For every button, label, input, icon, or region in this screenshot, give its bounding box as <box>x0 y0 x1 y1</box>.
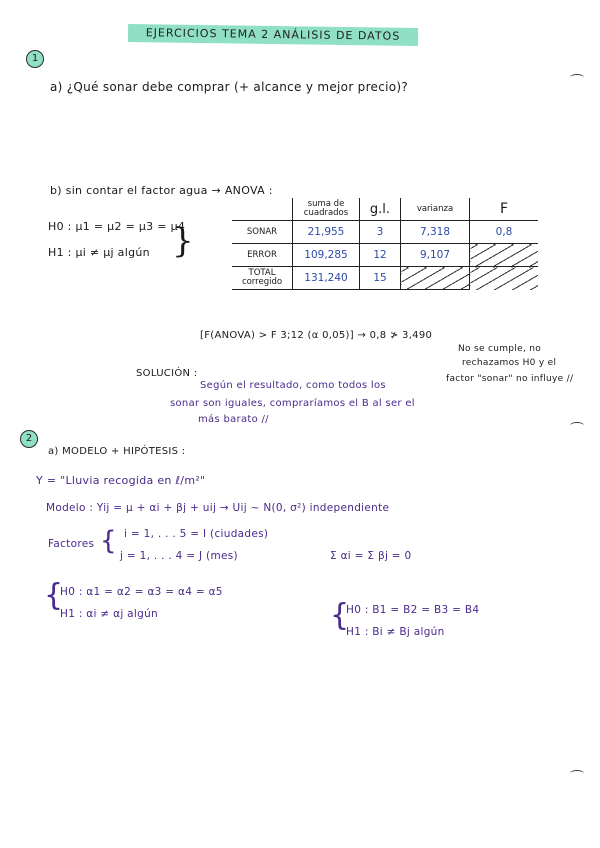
header-sum-squares: suma de cuadrados <box>293 198 360 221</box>
exercise-2-number: 2 <box>20 430 38 448</box>
ex1-f-note-3: factor "sonar" no influye // <box>446 374 574 384</box>
header-gl: g.l. <box>360 198 401 221</box>
ex2-h1-beta: H1 : Bi ≠ Bj algún <box>346 626 445 638</box>
ex1-part-a: a) ¿Qué sonar debe comprar (+ alcance y mejor precio)? <box>50 80 409 94</box>
table-cell: 7,318 <box>401 221 470 244</box>
table-cell: 131,240 <box>293 267 360 290</box>
table-header-row <box>232 198 538 221</box>
ex1-brace: } <box>172 221 194 261</box>
table-cell: 12 <box>360 244 401 267</box>
ex1-f-note-1: No se cumple, no <box>458 344 542 354</box>
ex2-hyp-b-brace: { <box>330 598 350 633</box>
ex2-variable-def: Y = "Lluvia recogida en ℓ/m²" <box>36 474 206 487</box>
table-corner <box>232 198 293 221</box>
ex2-h0-alpha: H0 : α1 = α2 = α3 = α4 = α5 <box>60 586 223 598</box>
table-cell: 21,955 <box>293 221 360 244</box>
ex1-solution-label: SOLUCIÓN : <box>136 368 198 379</box>
ex2-h0-beta: H0 : B1 = B2 = B3 = B4 <box>346 604 480 616</box>
ex2-part-a: a) MODELO + HIPÓTESIS : <box>48 446 186 457</box>
page-edge-mark <box>570 74 584 81</box>
ex2-factor-j: j = 1, . . . 4 = J (mes) <box>120 550 238 562</box>
table-cell-hatched <box>401 267 470 290</box>
table-cell-hatched <box>470 244 539 267</box>
anova-table <box>232 198 538 290</box>
row-label: ERROR <box>232 244 293 267</box>
ex1-solution-line-2: sonar son iguales, compraríamos el B al ser el <box>170 398 415 409</box>
table-cell: 9,107 <box>401 244 470 267</box>
row-label: SONAR <box>232 221 293 244</box>
ex2-hyp-a-brace: { <box>44 578 64 613</box>
table-row <box>232 267 538 290</box>
table-cell: 15 <box>360 267 401 290</box>
table-row <box>232 221 538 244</box>
ex2-h1-alpha: H1 : αi ≠ αj algún <box>60 608 159 620</box>
ex1-solution-line-1: Según el resultado, como todos los <box>200 380 386 391</box>
table-cell: 0,8 <box>470 221 539 244</box>
table-cell: 109,285 <box>293 244 360 267</box>
exercise-1-number: 1 <box>26 50 44 68</box>
ex2-factors-brace: { <box>100 526 117 556</box>
table-row <box>232 244 538 267</box>
ex2-model: Modelo : Yij = μ + αi + βj + uij → Uij ~ N(0, σ²) independiente <box>46 502 390 514</box>
ex1-f-comparison: [F(ANOVA) > F 3;12 (α 0,05)] → 0,8 ≯ 3,490 <box>200 330 433 341</box>
ex1-f-note-2: rechazamos H0 y el <box>462 358 557 368</box>
table-cell-hatched <box>470 267 539 290</box>
row-label: TOTAL corregido <box>232 267 293 290</box>
header-variance: varianza <box>401 198 470 221</box>
page-edge-mark <box>570 422 584 429</box>
header-f: F <box>470 198 539 221</box>
page-edge-mark <box>570 770 584 777</box>
ex2-factor-i: i = 1, . . . 5 = I (ciudades) <box>124 528 269 540</box>
ex1-solution-line-3: más barato // <box>198 414 269 425</box>
ex2-sum-condition: Σ αi = Σ βj = 0 <box>330 550 412 562</box>
table-cell: 3 <box>360 221 401 244</box>
ex1-h0: H0 : μ1 = μ2 = μ3 = μ4 <box>48 220 186 233</box>
ex2-factors-label: Factores <box>48 538 95 550</box>
page-title: EJERCICIOS TEMA 2 ANÁLISIS DE DATOS <box>128 24 418 46</box>
ex1-h1: H1 : μi ≠ μj algún <box>48 246 150 259</box>
ex1-part-b: b) sin contar el factor agua → ANOVA : <box>50 184 273 197</box>
